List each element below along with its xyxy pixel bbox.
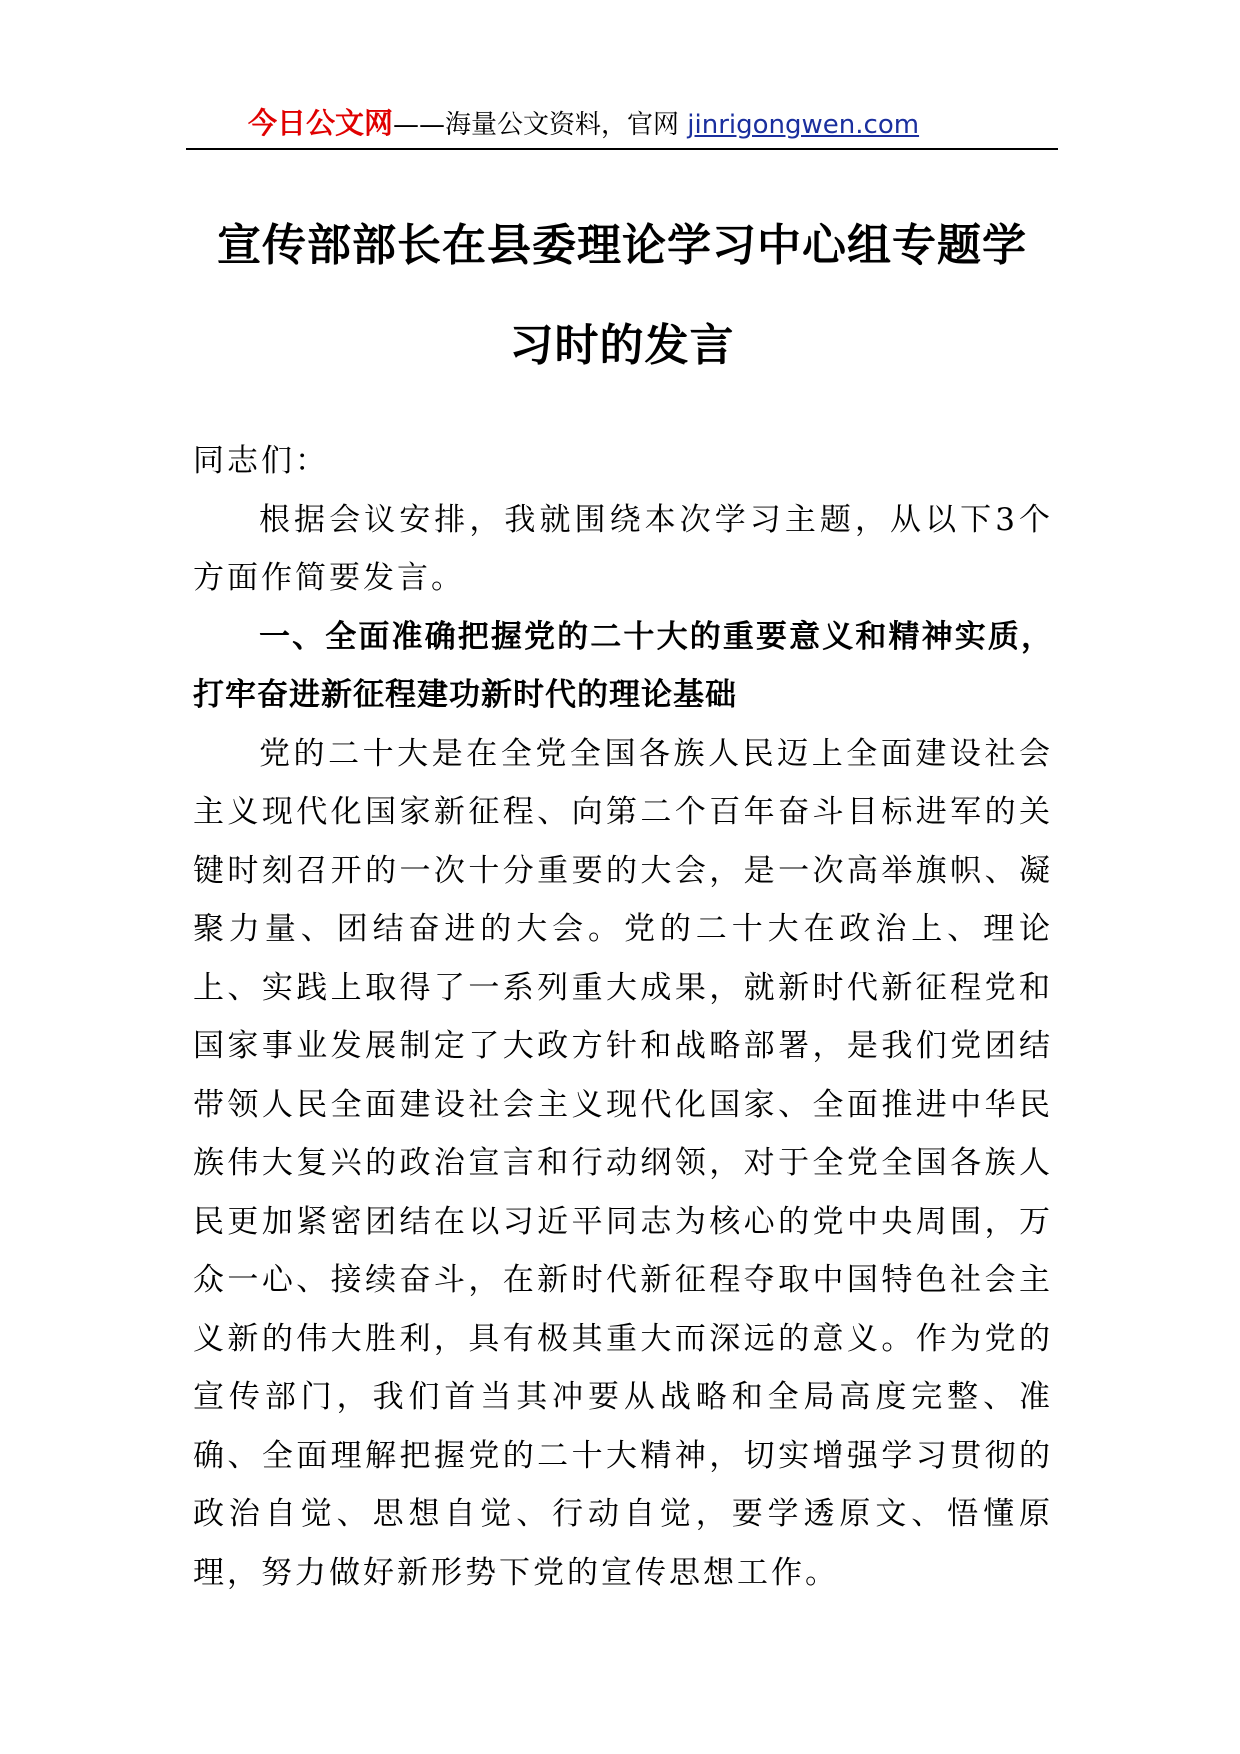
header-banner — [248, 106, 919, 142]
section-1-heading: 一、全面准确把握党的二十大的重要意义和精神实质，打牢奋进新征程建功新时代的理论基础 — [193, 618, 1053, 713]
section-1-paragraph: 党的二十大是在全党全国各族人民迈上全面建设社会主义现代化国家新征程、向第二个百年奋斗目标进军的关键时刻召开的一次十分重要的大会，是一次高举旗帜、凝聚力量、团结奋进的大会。党的二十大在政治上、理论上、实践上取得了一系列重大成果，就新时代新征程党和国家事业发展制定了大政方针和战略部署，是我们党团结带领人民全面建设社会主义现代化国家、全面推进中华民族伟大复兴的政治宣言和行动纲领，对于全党全国各族人民更加紧密团结在以习近平同志为核心的党中央周围，万众一心、接续奋斗，在新时代新征程夺取中国特色社会主义新的伟大胜利，具有极其重大而深远的意义。作为党的宣传部门，我们首当其冲要从战略和全局高度完整、准确、全面理解把握党的二十大精神，切实增强学习贯彻的政治自觉、思想自觉、行动自觉，要学透原文、悟懂原理，努力做好新形势下党的宣传思想工作。 — [193, 735, 1053, 1591]
website-link[interactable]: jinrigongwen.com — [687, 110, 920, 140]
title-line-2: 习时的发言 — [509, 320, 735, 371]
intro-paragraph: 根据会议安排，我就围绕本次学习主题，从以下3个方面作简要发言。 — [193, 501, 1053, 596]
document-body — [193, 432, 1053, 1602]
page-header — [186, 102, 1058, 150]
document-title — [186, 196, 1058, 396]
title-line-1: 宣传部部长在县委理论学习中心组专题学 — [217, 220, 1027, 271]
salutation: 同志们： — [193, 443, 329, 479]
header-tagline: ——海量公文资料，官网 — [393, 110, 680, 140]
brand-name: 今日公文网 — [248, 106, 394, 140]
